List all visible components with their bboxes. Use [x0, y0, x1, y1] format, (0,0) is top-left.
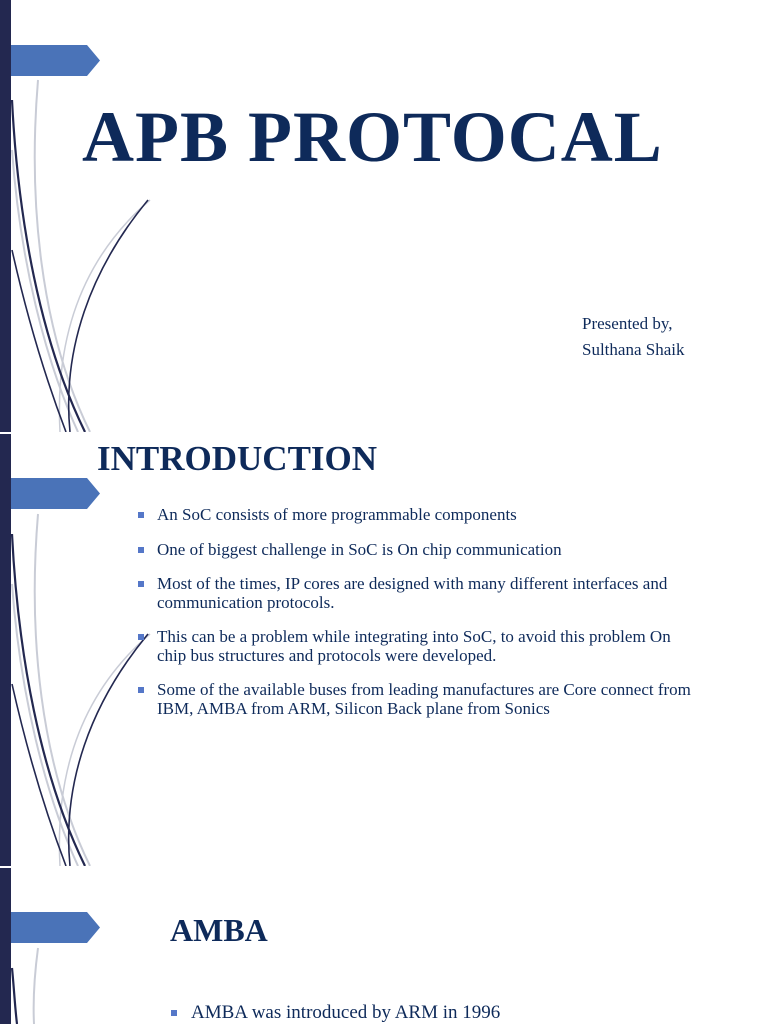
arrow-tab-shape: [11, 912, 100, 943]
list-item: [137, 628, 697, 665]
list-item: [170, 1002, 730, 1024]
bullet-text: This can be a problem while integrating into SoC, to avoid this problem On chip bus structures and protocols were developed.: [157, 627, 671, 665]
arrow-tab-shape: [11, 45, 100, 76]
arrow-tab-shape: [11, 478, 100, 509]
presenter-label: Presented by,: [582, 314, 673, 333]
bullet-square-icon: [138, 581, 144, 587]
list-item: [137, 681, 697, 718]
bullet-text: AMBA was introduced by ARM in 1996: [191, 1002, 501, 1023]
slide-amba: [0, 868, 768, 1024]
list-item: [137, 506, 697, 525]
left-accent-bar: [0, 868, 11, 1024]
bullet-text: An SoC consists of more programmable components: [157, 505, 517, 524]
presenter-name: Sulthana Shaik: [582, 340, 685, 359]
bullet-text: Some of the available buses from leading manufactures are Core connect from IBM, AMBA from ARM, Silicon Back plane from Sonics: [157, 680, 691, 718]
slide-introduction: [0, 434, 768, 866]
bullet-square-icon: [138, 687, 144, 693]
list-item: [137, 541, 697, 560]
bullet-text: One of biggest challenge in SoC is On chip communication: [157, 539, 562, 559]
bullet-text: Most of the times, IP cores are designed with many different interfaces and communication protocols.: [157, 574, 668, 612]
bullet-list: [170, 1002, 730, 1024]
left-accent-bar: [0, 434, 11, 866]
list-item: [137, 575, 697, 612]
bullet-square-icon: [138, 512, 144, 518]
left-accent-bar: [0, 0, 11, 432]
section-title: AMBA: [170, 912, 268, 948]
slide-title: [0, 0, 768, 432]
bullet-list: [137, 506, 697, 734]
bullet-square-icon: [171, 1010, 177, 1016]
page-title: APB PROTOCAL: [82, 97, 663, 177]
bullet-square-icon: [138, 547, 144, 553]
section-title: INTRODUCTION: [97, 439, 378, 478]
bullet-square-icon: [138, 634, 144, 640]
presenter-block: [582, 311, 684, 363]
